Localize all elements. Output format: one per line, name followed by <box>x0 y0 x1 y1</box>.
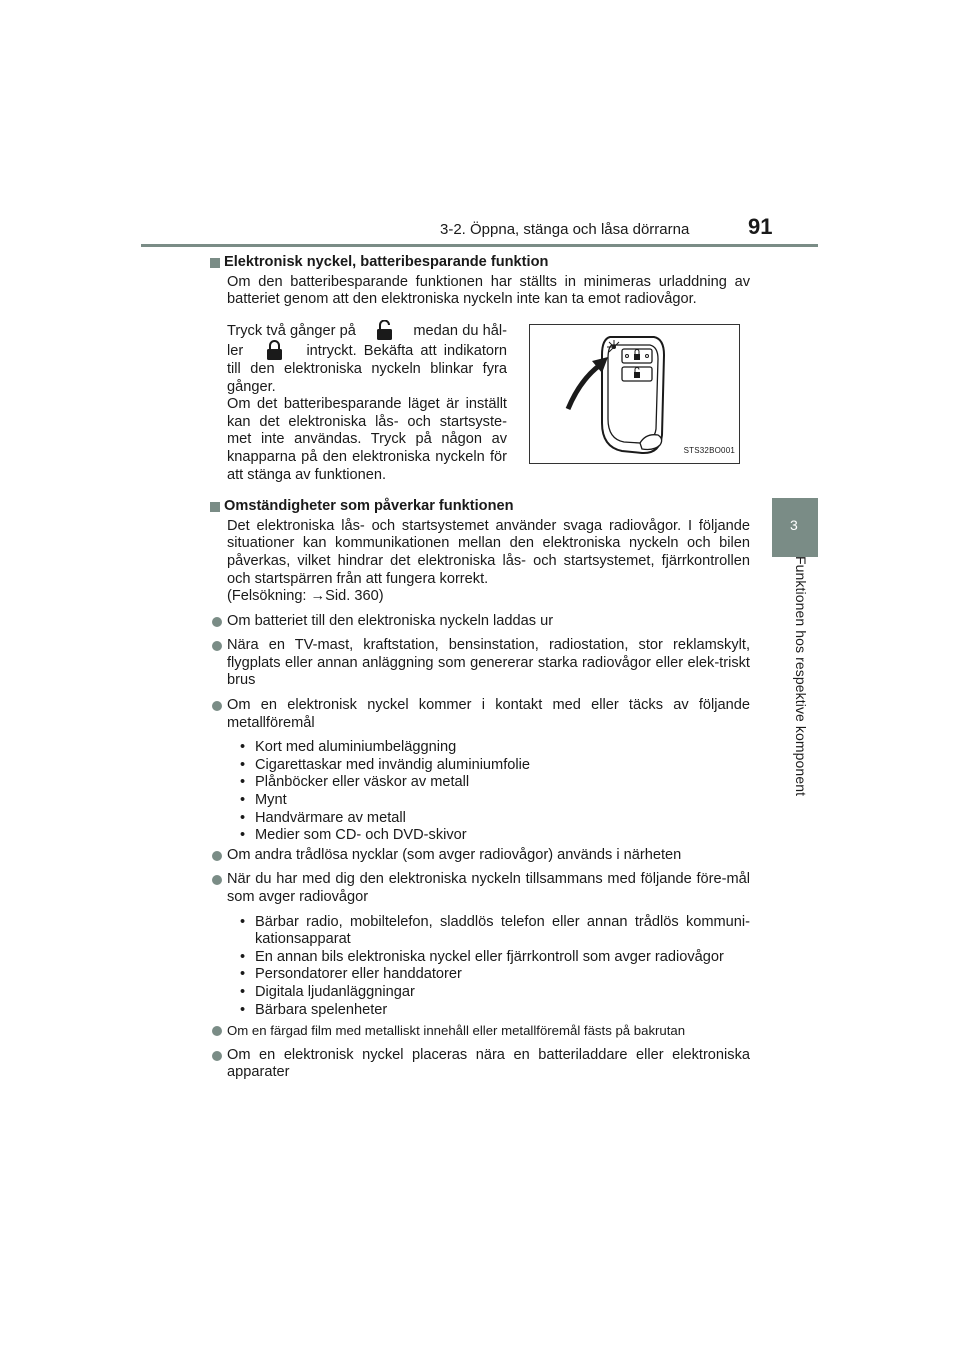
instruction-text-c: intryckt. Bekäfta att indikatorn till den elektroniska nyckeln blinkar fyra gånger. <box>227 343 507 395</box>
list-item <box>210 1022 750 1040</box>
sub-list-item: • Persondatorer eller handdatorer <box>240 966 750 984</box>
instruction-text-d: Om det batteribesparande läget är inställt kan det elektroniska lås- och startsyste-met inte användas. Tryck på någon av knapparna på den elektroniska nyckeln för att stänga av funktionen. <box>227 396 507 483</box>
list-item-text: Om batteriet till den elektroniska nyckeln laddas ur <box>227 612 554 629</box>
square-bullet-icon <box>210 502 220 512</box>
section-intro: Om den batteribesparande funktionen har ställts in minimeras urladdning av batteriet genom att den elektroniska nyckeln inte kan ta emot radiovågor. <box>227 273 750 308</box>
list-item-text: Om en elektronisk nyckel placeras nära en batteriladdare eller elektroniska apparater <box>227 1046 750 1081</box>
instruction-text <box>210 316 507 484</box>
instruction-text-b: medan du hål-ler <box>227 322 507 360</box>
section-heading-circumstances <box>210 498 750 516</box>
page-number: 91 <box>748 214 773 239</box>
battery-saving-instructions <box>210 316 750 484</box>
page-content <box>210 254 750 1082</box>
sub-list-item: • Mynt <box>240 792 750 810</box>
sub-list-item: • En annan bils elektroniska nyckel eller fjärrkontroll som avger radiovågor <box>240 949 750 967</box>
sub-list-item: • Medier som CD- och DVD-skivor <box>240 827 750 845</box>
square-bullet-icon <box>210 258 220 268</box>
radio-items-list <box>210 914 750 1020</box>
sub-list-item: • Digitala ljudanläggningar <box>240 984 750 1002</box>
chapter-side-label: Funktionen hos respektive komponent <box>793 556 809 797</box>
list-item <box>210 871 750 906</box>
list-item <box>210 637 750 690</box>
sub-list-item: • Kort med aluminiumbeläggning <box>240 739 750 757</box>
sub-list-item: • Cigarettaskar med invändig aluminiumfolie <box>240 757 750 775</box>
section-heading-battery-saving <box>210 254 750 272</box>
list-item-text: Om andra trådlösa nycklar (som avger radiovågor) används i närheten <box>227 846 682 863</box>
round-bullet-icon <box>212 851 222 861</box>
metal-items-list <box>210 739 750 845</box>
list-item <box>210 1047 750 1082</box>
section-heading-text: Elektronisk nyckel, batteribesparande funktion <box>224 254 549 270</box>
round-bullet-icon <box>212 701 222 711</box>
page-reference: (Felsökning: →Sid. 360) <box>227 588 384 605</box>
round-bullet-icon <box>212 1026 222 1036</box>
unlock-icon <box>376 320 393 340</box>
key-illustration <box>529 324 740 464</box>
list-item-text: Nära en TV-mast, kraftstation, bensinstation, radiostation, stor reklamskylt, flygplats eller annan anläggning som genererar starka radiovågor eller elek-triskt brus <box>227 637 750 689</box>
list-item-text: När du har med dig den elektroniska nyckeln tillsammans med följande före-mål som avger radiovågor <box>227 871 750 905</box>
list-item <box>210 697 750 732</box>
list-item-text: Om en färgad film med metalliskt innehåll eller metallföremål fästs på bakrutan <box>227 1023 686 1039</box>
figure-code: STS32BO001 <box>683 446 735 456</box>
list-item-text: Om en elektronisk nyckel kommer i kontakt med eller täcks av följande metallföremål <box>227 697 750 731</box>
list-item <box>210 613 750 631</box>
chapter-title: 3-2. Öppna, stänga och låsa dörrarna <box>440 221 690 238</box>
instruction-text-a: Tryck två gånger på <box>227 322 356 339</box>
list-item <box>210 847 750 865</box>
round-bullet-icon <box>212 875 222 885</box>
sub-list-item: • Bärbara spelenheter <box>240 1002 750 1020</box>
sub-list-item: • Handvärmare av metall <box>240 810 750 828</box>
section-intro: Det elektroniska lås- och startsystemet använder svaga radiovågor. I följande situationer kan kommunikationen mellan den elektroniska nyckeln och bilen påverkas, vilket hindrar det elektroniska lås- och startsystemet, fjärrkontrollen och startspärren från att fungera korrekt. <box>227 517 750 587</box>
lock-icon <box>266 340 283 360</box>
section-heading-text: Omständigheter som påverkar funktionen <box>224 498 514 515</box>
round-bullet-icon <box>212 1051 222 1061</box>
header-rule <box>141 244 818 247</box>
round-bullet-icon <box>212 617 222 627</box>
chapter-tab-number: 3 <box>790 517 798 533</box>
sub-list-item: • Plånböcker eller väskor av metall <box>240 774 750 792</box>
round-bullet-icon <box>212 641 222 651</box>
chapter-tab <box>772 498 818 557</box>
sub-list-item: • Bärbar radio, mobiltelefon, sladdlös telefon eller annan trådlös kommuni-kationsapparat <box>240 914 750 949</box>
